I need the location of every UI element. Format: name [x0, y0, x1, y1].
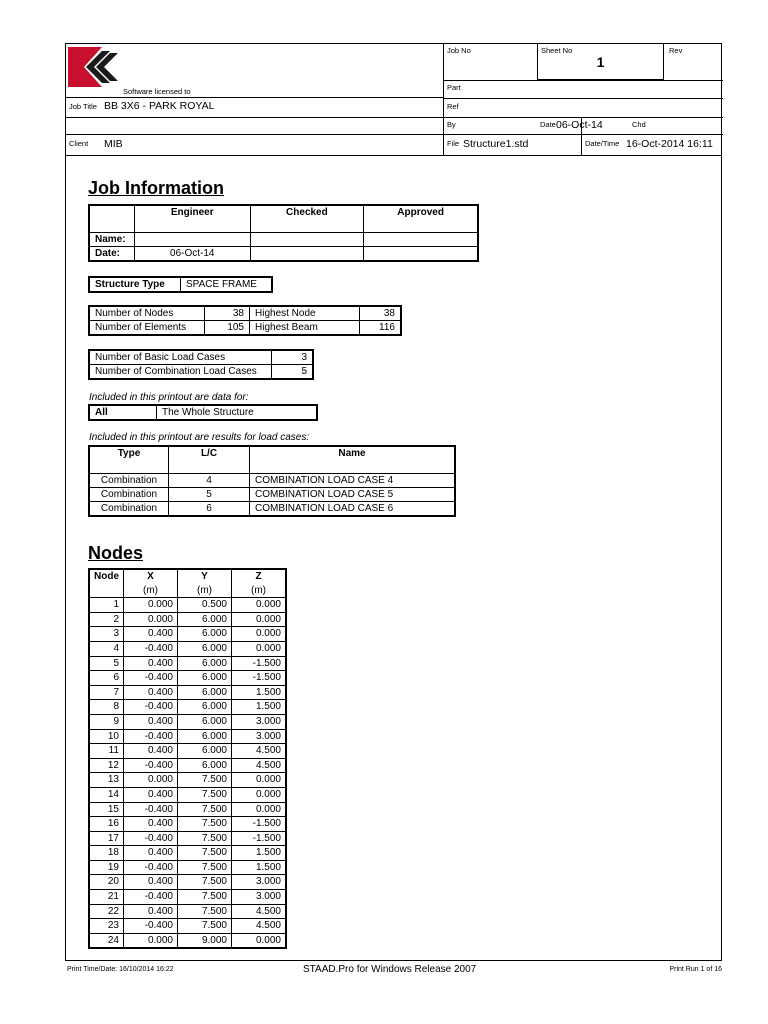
table-row: [89, 919, 286, 934]
name-label: Name:: [89, 233, 134, 247]
z-coord: 4.500: [232, 919, 287, 934]
table-row: [89, 598, 286, 613]
company-logo-icon: [68, 47, 118, 87]
x-coord: 0.400: [124, 817, 178, 832]
nodes-count-label: Number of Nodes: [89, 306, 205, 321]
print-run: Print Run 1 of 16: [669, 966, 722, 973]
z-coord: 1.500: [232, 685, 287, 700]
y-header: Y: [178, 569, 232, 584]
highest-node-label: Highest Node: [250, 306, 360, 321]
elements-count: 105: [205, 321, 250, 336]
table-row: [89, 890, 286, 905]
y-coord: 6.000: [178, 744, 232, 759]
table-row: [89, 502, 455, 517]
job-info-table: [88, 204, 479, 262]
y-coord: 7.500: [178, 846, 232, 861]
table-row: [89, 933, 286, 948]
included-data-table: [88, 404, 318, 421]
z-coord: 4.500: [232, 758, 287, 773]
node-header: Node: [89, 569, 124, 584]
y-coord: 6.000: [178, 714, 232, 729]
part-label: Part: [447, 83, 461, 92]
node-id: 14: [89, 787, 124, 802]
scope-description: The Whole Structure: [157, 405, 318, 420]
node-id: 13: [89, 773, 124, 788]
job-title-value: BB 3X6 - PARK ROYAL: [104, 100, 215, 112]
approved-header: Approved: [364, 205, 478, 233]
table-row: [89, 831, 286, 846]
by-label: By: [447, 120, 456, 129]
structure-type-value: SPACE FRAME: [181, 277, 273, 292]
x-coord: -0.400: [124, 802, 178, 817]
table-row: [89, 700, 286, 715]
node-id: 17: [89, 831, 124, 846]
table-row: [89, 875, 286, 890]
lc-number: 6: [169, 502, 250, 517]
print-time: Print Time/Date: 16/10/2014 16:22: [67, 966, 174, 973]
table-row: [89, 860, 286, 875]
z-coord: 0.000: [232, 612, 287, 627]
name-header: Name: [250, 446, 456, 474]
table-row: [89, 904, 286, 919]
z-coord: -1.500: [232, 817, 287, 832]
lc-type: Combination: [89, 474, 169, 488]
y-coord: 0.500: [178, 598, 232, 613]
z-coord: -1.500: [232, 656, 287, 671]
z-header: Z: [232, 569, 287, 584]
highest-beam: 116: [360, 321, 402, 336]
y-coord: 7.500: [178, 875, 232, 890]
z-coord: 0.000: [232, 627, 287, 642]
z-coord: 1.500: [232, 846, 287, 861]
x-coord: 0.400: [124, 846, 178, 861]
lc-name: COMBINATION LOAD CASE 5: [250, 488, 456, 502]
z-coord: -1.500: [232, 831, 287, 846]
x-coord: 0.400: [124, 875, 178, 890]
x-coord: -0.400: [124, 890, 178, 905]
x-coord: 0.400: [124, 656, 178, 671]
y-coord: 7.500: [178, 787, 232, 802]
node-id: 5: [89, 656, 124, 671]
table-row: [89, 714, 286, 729]
job-information-heading: Job Information: [88, 178, 224, 198]
scope-value: All: [89, 405, 157, 420]
y-coord: 6.000: [178, 627, 232, 642]
x-coord: 0.000: [124, 933, 178, 948]
software-licensed-label: Software licensed to: [123, 87, 191, 96]
x-coord: 0.000: [124, 598, 178, 613]
table-row: [89, 488, 455, 502]
y-coord: 6.000: [178, 758, 232, 773]
job-title-label: Job Title: [69, 102, 97, 111]
structure-type-table: [88, 276, 273, 293]
included-data-caption: Included in this printout are data for:: [89, 392, 249, 403]
combo-lc-label: Number of Combination Load Cases: [89, 365, 272, 380]
node-id: 6: [89, 671, 124, 686]
y-unit: (m): [178, 584, 232, 598]
z-coord: 0.000: [232, 933, 287, 948]
y-coord: 6.000: [178, 671, 232, 686]
node-id: 8: [89, 700, 124, 715]
node-id: 24: [89, 933, 124, 948]
node-id: 18: [89, 846, 124, 861]
x-coord: -0.400: [124, 700, 178, 715]
file-label: File: [447, 139, 460, 148]
table-row: [89, 773, 286, 788]
z-coord: 3.000: [232, 890, 287, 905]
y-coord: 7.500: [178, 860, 232, 875]
z-coord: 3.000: [232, 875, 287, 890]
lc-number: 5: [169, 488, 250, 502]
rev-label: Rev: [669, 46, 683, 55]
x-coord: 0.000: [124, 773, 178, 788]
y-coord: 7.500: [178, 890, 232, 905]
client-label: Client: [69, 139, 89, 148]
z-coord: 0.000: [232, 773, 287, 788]
x-coord: -0.400: [124, 729, 178, 744]
structure-type-label: Structure Type: [89, 277, 181, 292]
z-coord: 0.000: [232, 641, 287, 656]
node-id: 21: [89, 890, 124, 905]
x-coord: -0.400: [124, 919, 178, 934]
node-unit: [89, 584, 124, 598]
date-value: 06-Oct-14: [556, 119, 603, 131]
node-id: 12: [89, 758, 124, 773]
lc-number: 4: [169, 474, 250, 488]
node-id: 3: [89, 627, 124, 642]
node-id: 11: [89, 744, 124, 759]
table-row: [89, 641, 286, 656]
table-row: [89, 787, 286, 802]
elements-count-label: Number of Elements: [89, 321, 205, 336]
z-coord: 1.500: [232, 860, 287, 875]
node-id: 15: [89, 802, 124, 817]
x-coord: 0.400: [124, 627, 178, 642]
engineer-header: Engineer: [134, 205, 250, 233]
sheet-number: 1: [596, 54, 605, 70]
node-id: 10: [89, 729, 124, 744]
table-row: [89, 802, 286, 817]
table-row: [89, 744, 286, 759]
counts-table: [88, 305, 402, 336]
y-coord: 7.500: [178, 904, 232, 919]
client-value: MIB: [104, 138, 123, 150]
node-id: 19: [89, 860, 124, 875]
z-coord: 4.500: [232, 904, 287, 919]
y-coord: 7.500: [178, 831, 232, 846]
highest-beam-label: Highest Beam: [250, 321, 360, 336]
node-id: 22: [89, 904, 124, 919]
x-coord: 0.400: [124, 787, 178, 802]
y-coord: 6.000: [178, 641, 232, 656]
node-id: 2: [89, 612, 124, 627]
y-coord: 6.000: [178, 656, 232, 671]
y-coord: 7.500: [178, 773, 232, 788]
nodes-table: [88, 568, 287, 949]
x-unit: (m): [124, 584, 178, 598]
table-row: [89, 758, 286, 773]
y-coord: 9.000: [178, 933, 232, 948]
y-coord: 6.000: [178, 729, 232, 744]
checked-header: Checked: [250, 205, 364, 233]
z-coord: 4.500: [232, 744, 287, 759]
file-value: Structure1.std: [463, 138, 529, 150]
z-coord: 0.000: [232, 598, 287, 613]
table-row: [89, 474, 455, 488]
table-row: [89, 627, 286, 642]
sheet-no-label: Sheet No: [541, 46, 573, 55]
z-coord: -1.500: [232, 671, 287, 686]
engineer-date: 06-Oct-14: [134, 247, 250, 262]
y-coord: 6.000: [178, 700, 232, 715]
y-coord: 6.000: [178, 685, 232, 700]
basic-lc-label: Number of Basic Load Cases: [89, 350, 272, 365]
combo-lc-count: 5: [272, 365, 314, 380]
date-label: Date: [540, 120, 556, 129]
node-id: 9: [89, 714, 124, 729]
basic-lc-count: 3: [272, 350, 314, 365]
z-coord: 3.000: [232, 714, 287, 729]
z-unit: (m): [232, 584, 287, 598]
lc-header: L/C: [169, 446, 250, 474]
x-coord: -0.400: [124, 860, 178, 875]
table-row: [89, 685, 286, 700]
nodes-heading: Nodes: [88, 543, 144, 563]
ref-label: Ref: [447, 102, 459, 111]
table-row: [89, 817, 286, 832]
x-coord: -0.400: [124, 671, 178, 686]
lc-type: Combination: [89, 488, 169, 502]
node-id: 7: [89, 685, 124, 700]
node-id: 23: [89, 919, 124, 934]
y-coord: 7.500: [178, 817, 232, 832]
lc-name: COMBINATION LOAD CASE 4: [250, 474, 456, 488]
date-row-label: Date:: [89, 247, 134, 262]
nodes-table-body: [89, 598, 286, 949]
y-coord: 7.500: [178, 802, 232, 817]
z-coord: 0.000: [232, 802, 287, 817]
x-coord: 0.400: [124, 744, 178, 759]
x-coord: -0.400: [124, 758, 178, 773]
x-coord: 0.400: [124, 714, 178, 729]
x-coord: -0.400: [124, 831, 178, 846]
type-header: Type: [89, 446, 169, 474]
node-id: 1: [89, 598, 124, 613]
z-coord: 1.500: [232, 700, 287, 715]
y-coord: 7.500: [178, 919, 232, 934]
x-header: X: [124, 569, 178, 584]
table-row: [89, 612, 286, 627]
table-row: [89, 656, 286, 671]
title-block: [66, 44, 721, 156]
load-case-counts-table: [88, 349, 314, 380]
included-results-caption: Included in this printout are results for load cases:: [89, 432, 310, 443]
z-coord: 3.000: [232, 729, 287, 744]
node-id: 4: [89, 641, 124, 656]
x-coord: -0.400: [124, 641, 178, 656]
datetime-value: 16-Oct-2014 16:11: [626, 138, 713, 150]
node-id: 20: [89, 875, 124, 890]
chd-label: Chd: [632, 120, 646, 129]
highest-node: 38: [360, 306, 402, 321]
lc-type: Combination: [89, 502, 169, 517]
datetime-label: Date/Time: [585, 139, 620, 148]
z-coord: 0.000: [232, 787, 287, 802]
table-row: [89, 729, 286, 744]
table-row: [89, 671, 286, 686]
x-coord: 0.000: [124, 612, 178, 627]
nodes-count: 38: [205, 306, 250, 321]
x-coord: 0.400: [124, 904, 178, 919]
table-row: [89, 846, 286, 861]
y-coord: 6.000: [178, 612, 232, 627]
program-name: STAAD.Pro for Windows Release 2007: [303, 964, 477, 975]
included-results-table: [88, 445, 456, 517]
lc-name: COMBINATION LOAD CASE 6: [250, 502, 456, 517]
node-id: 16: [89, 817, 124, 832]
x-coord: 0.400: [124, 685, 178, 700]
job-no-label: Job No: [447, 46, 471, 55]
